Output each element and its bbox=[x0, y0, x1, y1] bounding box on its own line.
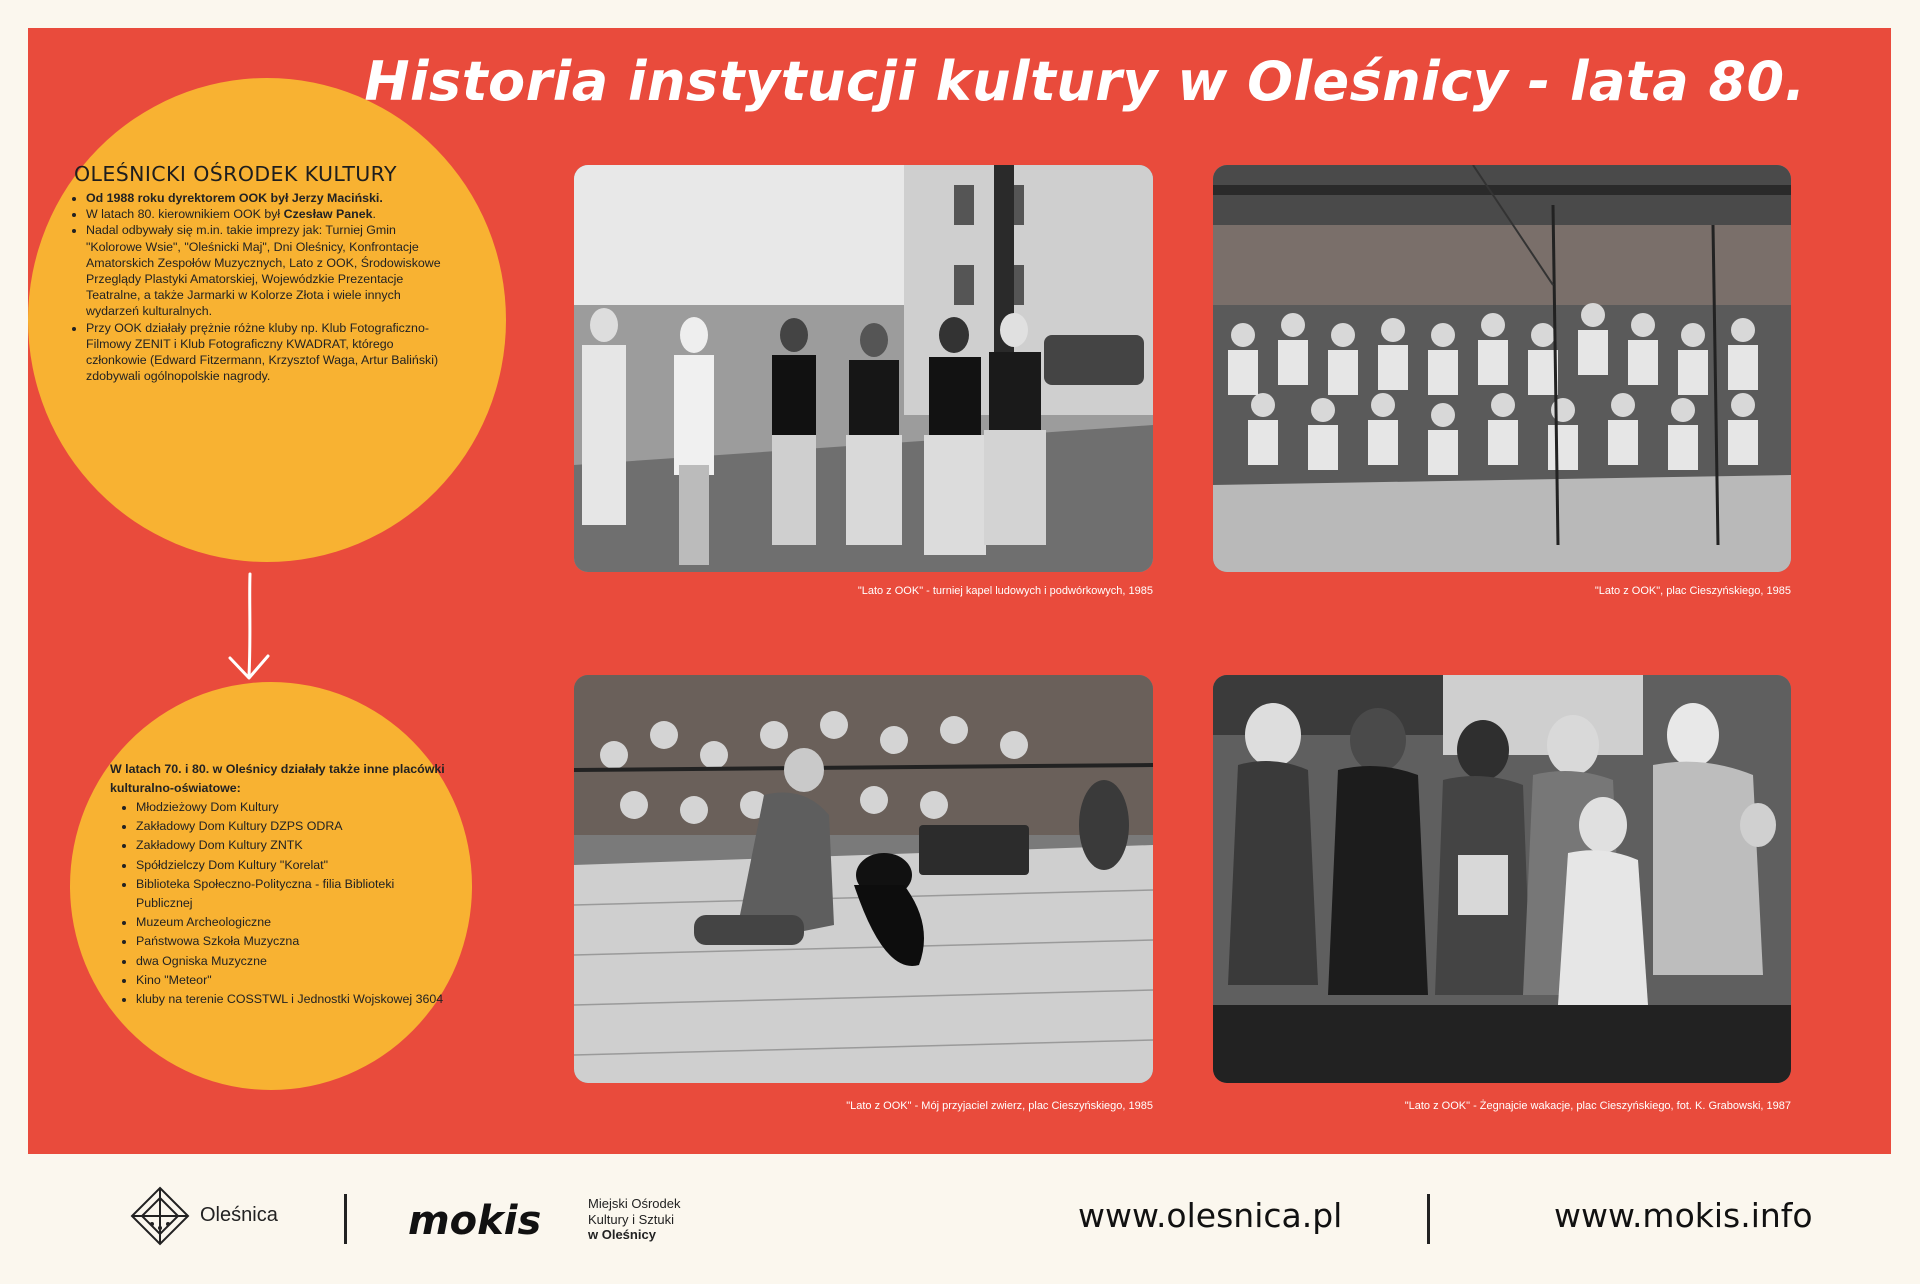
olesnica-logo-text: Oleśnica bbox=[200, 1204, 278, 1226]
list-item: • Młodzieżowy Dom Kultury bbox=[136, 798, 448, 817]
institutions-section bbox=[108, 760, 448, 1009]
list-item bbox=[86, 206, 444, 222]
ook-events: Nadal odbywały się m.in. takie imprezy jak: Turniej Gmin "Kolorowe Wsie", "Oleśnicki Maj", Dni Oleśnicy, Konfrontacje Amatorskich Zespołów Muzycznych, Lato z OOK, Środowiskowe Przeglądy Plastyki Amatorskiej, Wojewódzkie Prezentacje Teatralne, a także Jarmarki w Kolorze Złota i wiele innych wydarzeń kulturalnych. bbox=[86, 223, 441, 319]
footer-divider bbox=[1427, 1194, 1430, 1244]
list-item: • Kino "Meteor" bbox=[136, 971, 448, 990]
olesnica-logo-icon bbox=[128, 1184, 192, 1248]
list-item: • Państwowa Szkoła Muzyczna bbox=[136, 932, 448, 951]
ook-list bbox=[72, 190, 444, 384]
photo-caption-2: "Lato z OOK", plac Cieszyńskiego, 1985 bbox=[1594, 585, 1791, 597]
olesnica-logo bbox=[128, 1184, 298, 1246]
photo-girls-farewell bbox=[1213, 675, 1791, 1083]
list-item bbox=[86, 190, 444, 206]
list-item bbox=[86, 222, 444, 319]
photo-children-crowd bbox=[1213, 165, 1791, 572]
olesnica-url[interactable]: www.olesnica.pl bbox=[1078, 1196, 1343, 1235]
ook-manager-name: Czesław Panek bbox=[283, 207, 373, 222]
photo-folk-parade bbox=[574, 165, 1153, 572]
photo-caption-4: "Lato z OOK" - Żegnajcie wakacje, plac Cieszyńskiego, fot. K. Grabowski, 1987 bbox=[1404, 1100, 1791, 1112]
ook-heading: OLEŚNICKI OŚRODEK KULTURY bbox=[74, 162, 397, 186]
mokis-url[interactable]: www.mokis.info bbox=[1554, 1196, 1813, 1235]
ook-manager-text: W latach 80. kierownikiem OOK był bbox=[86, 207, 284, 222]
ook-section bbox=[72, 162, 444, 384]
mokis-line-2: Kultury i Sztuki bbox=[588, 1211, 674, 1227]
mokis-swirl-icon bbox=[408, 1192, 578, 1248]
mokis-line-1: Miejski Ośrodek bbox=[588, 1196, 681, 1211]
institutions-list bbox=[108, 798, 448, 1009]
arrow-down-icon bbox=[224, 572, 274, 687]
institutions-intro: W latach 70. i 80. w Oleśnicy działały także inne placówki kulturalno-oświatowe: bbox=[110, 762, 445, 795]
page-title: Historia instytucji kultury w Oleśnicy - lata 80. bbox=[364, 50, 1806, 113]
photo-caption-1: "Lato z OOK" - turniej kapel ludowych i podwórkowych, 1985 bbox=[857, 585, 1153, 597]
mokis-logo-text: mokis bbox=[408, 1198, 542, 1244]
ook-clubs: Przy OOK działały prężnie różne kluby np. Klub Fotograficzno-Filmowy ZENIT i Klub Fotograficzny KWADRAT, którego członkowie (Edward Fitzermann, Krzysztof Waga, Artur Baliński) zdobywali ogólnopolskie nagrody. bbox=[86, 320, 439, 384]
list-item bbox=[86, 320, 444, 385]
footer-divider bbox=[344, 1194, 347, 1244]
ook-manager-after: . bbox=[372, 207, 376, 222]
mokis-logo bbox=[408, 1190, 698, 1250]
mokis-name bbox=[588, 1196, 680, 1243]
list-item: • kluby na terenie COSSTWL i Jednostki Wojskowej 3604 bbox=[136, 990, 448, 1009]
list-item: • dwa Ogniska Muzyczne bbox=[136, 952, 448, 971]
list-item: • Muzeum Archeologiczne bbox=[136, 913, 448, 932]
list-item: • Zakładowy Dom Kultury ZNTK bbox=[136, 836, 448, 855]
list-item: • Biblioteka Społeczno-Polityczna - filia Biblioteki Publicznej bbox=[136, 875, 448, 913]
mokis-line-3: w Oleśnicy bbox=[588, 1227, 656, 1242]
photo-caption-3: "Lato z OOK" - Mój przyjaciel zwierz, plac Cieszyńskiego, 1985 bbox=[846, 1100, 1153, 1112]
list-item: • Spółdzielczy Dom Kultury "Korelat" bbox=[136, 856, 448, 875]
photo-boy-with-dog bbox=[574, 675, 1153, 1083]
list-item: • Zakładowy Dom Kultury DZPS ODRA bbox=[136, 817, 448, 836]
ook-director: Od 1988 roku dyrektorem OOK był Jerzy Maciński. bbox=[86, 191, 383, 205]
